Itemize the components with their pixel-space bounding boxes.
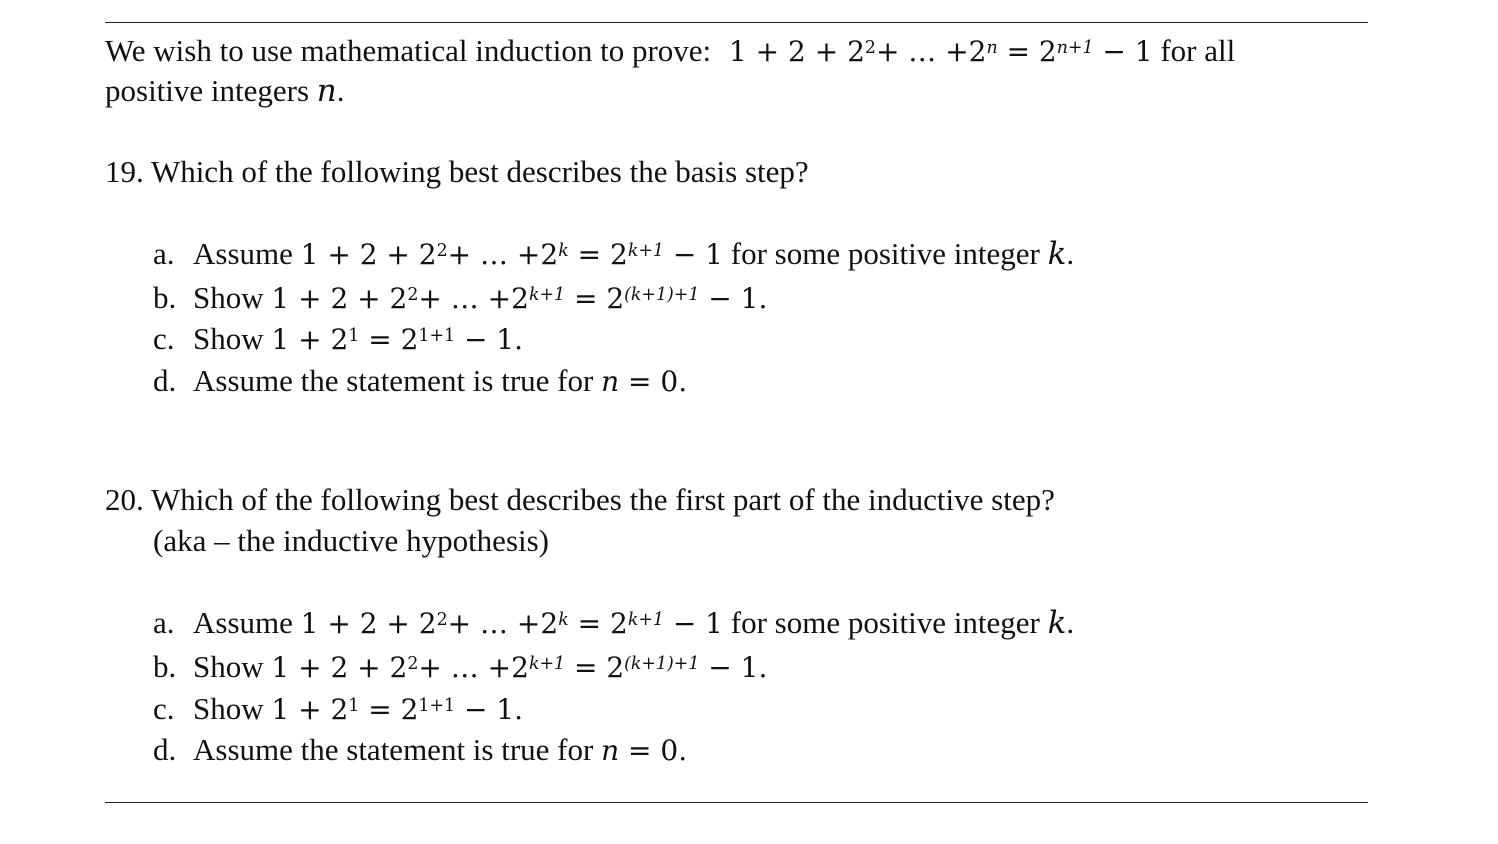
top-divider	[105, 22, 1368, 23]
intro-text: We wish to use mathematical induction to prove:	[105, 33, 712, 68]
q19-option-d[interactable]: d. Assume the statement is true for n = 0.	[153, 363, 688, 398]
q20-option-c[interactable]: c. Show $1 + 2^1 = 2^{1+1} - 1$.	[153, 691, 524, 726]
q20-subtitle: (aka – the inductive hypothesis)	[153, 523, 550, 558]
bottom-divider	[105, 802, 1368, 803]
q20-option-b[interactable]: b. Show $1 + 2 + 2^2+$ … $+2^{k+1} = 2^{(k+1)+1} - 1$.	[153, 649, 768, 684]
q20-option-d[interactable]: d. Assume the statement is true for n = 0.	[153, 732, 688, 767]
q20-title: 20. Which of the following best describes the first part of the inductive step?	[105, 482, 1055, 517]
intro-tail: for all	[1160, 33, 1236, 68]
q19-title: 19. Which of the following best describes the basis step?	[105, 154, 809, 189]
intro-line-1	[105, 33, 1235, 70]
q19-option-c[interactable]: c. Show $1 + 2^1 = 2^{1+1} - 1$.	[153, 321, 524, 356]
q19-option-a[interactable]: a. Assume $1 + 2 + 2^2+$ … $+2^k = 2^{k+1} - 1$ for some positive integer k.	[153, 236, 1075, 272]
variable-n: n	[316, 73, 337, 109]
intro-formula: $1 + 2 + 2^2+$ … $+2^n = 2^{n+1} - 1$	[728, 35, 1153, 68]
q20-option-a[interactable]: a. Assume $1 + 2 + 2^2+$ … $+2^k = 2^{k+1} - 1$ for some positive integer k.	[153, 605, 1075, 641]
intro-line-2: positive integers n.	[105, 73, 345, 109]
q19-option-b[interactable]: b. Show $1 + 2 + 2^2+$ … $+2^{k+1} = 2^{(k+1)+1} - 1$.	[153, 280, 768, 315]
